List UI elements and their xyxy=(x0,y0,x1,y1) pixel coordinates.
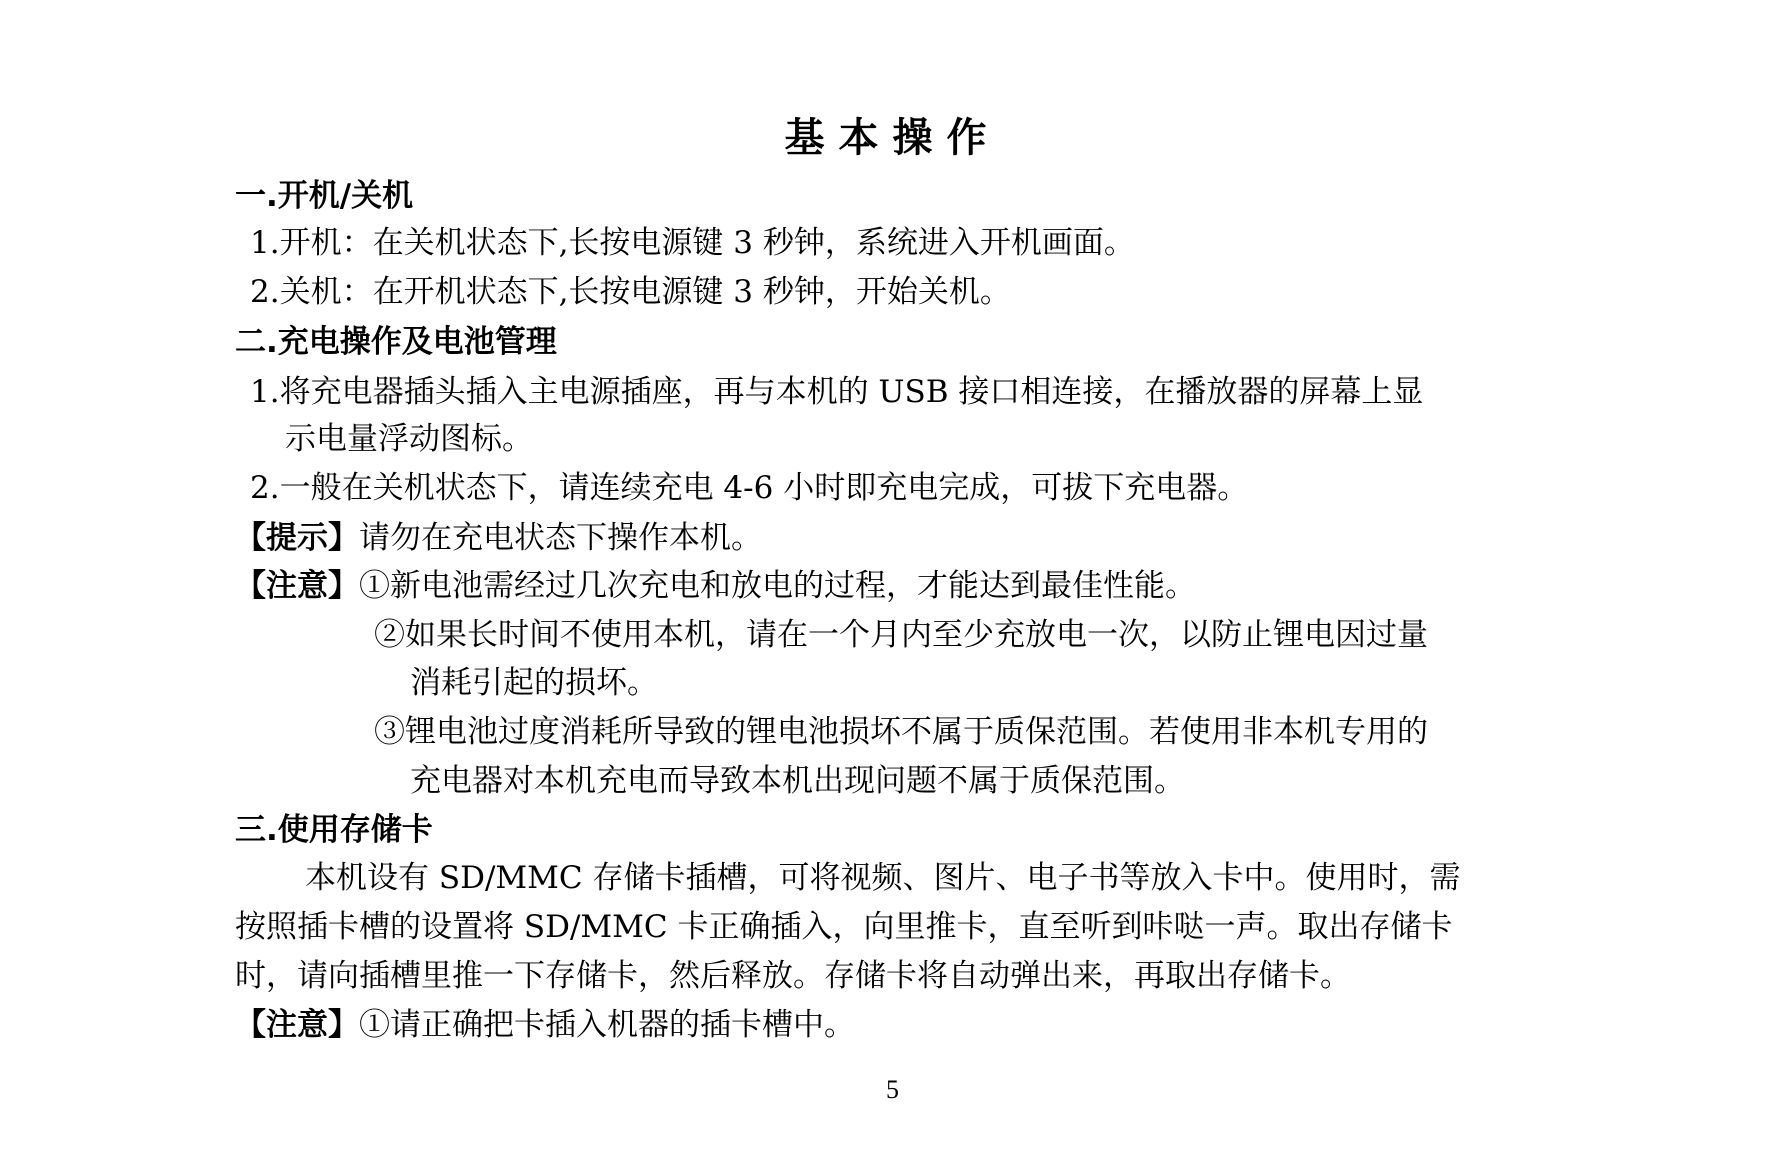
note-line xyxy=(235,1003,855,1047)
list-item: 2.一般在关机状态下，请连续充电 4-6 小时即充电完成，可拔下充电器。 xyxy=(250,470,1249,506)
list-item: 1.开机：在关机状态下,长按电源键 3 秒钟，系统进入开机画面。 xyxy=(250,225,1135,261)
page-number: 5 xyxy=(886,1075,899,1104)
paragraph-line: 按照插卡槽的设置将 SD/MMC 卡正确插入，向里推卡，直至听到咔哒一声。取出存储卡 xyxy=(235,909,1453,945)
note-text: ①新电池需经过几次充电和放电的过程，才能达到最佳性能。 xyxy=(359,568,1196,604)
note-text: ②如果长时间不使用本机，请在一个月内至少充放电一次，以防止锂电因过量 xyxy=(374,617,1428,653)
note-text-continuation: 充电器对本机充电而导致本机出现问题不属于质保范围。 xyxy=(410,763,1185,799)
section-heading-memory-card: 三.使用存储卡 xyxy=(235,812,433,848)
note-text-continuation: 消耗引起的损坏。 xyxy=(410,665,658,701)
tip-text: 请勿在充电状态下操作本机。 xyxy=(359,520,762,556)
note-tag: 【注意】 xyxy=(235,568,359,604)
note-text: ①请正确把卡插入机器的插卡槽中。 xyxy=(359,1007,855,1043)
paragraph-line: 时，请向插槽里推一下存储卡，然后释放。存储卡将自动弹出来，再取出存储卡。 xyxy=(235,958,1351,994)
page-title: 基本操作 xyxy=(784,115,1001,161)
note-tag: 【注意】 xyxy=(235,1007,359,1043)
list-item: 1.将充电器插头插入主电源插座，再与本机的 USB 接口相连接，在播放器的屏幕上显 xyxy=(250,374,1424,410)
note-text: ③锂电池过度消耗所导致的锂电池损坏不属于质保范围。若使用非本机专用的 xyxy=(374,714,1428,750)
tip-tag: 【提示】 xyxy=(235,520,359,556)
note-line xyxy=(235,564,1196,608)
list-item-continuation: 示电量浮动图标。 xyxy=(285,421,533,457)
section-heading-charging: 二.充电操作及电池管理 xyxy=(235,324,557,360)
section-heading-power: 一.开机/关机 xyxy=(235,178,414,214)
tip-line xyxy=(235,516,762,560)
paragraph-line: 本机设有 SD/MMC 存储卡插槽，可将视频、图片、电子书等放入卡中。使用时，需 xyxy=(305,860,1461,896)
list-item: 2.关机：在开机状态下,长按电源键 3 秒钟，开始关机。 xyxy=(250,274,1011,310)
